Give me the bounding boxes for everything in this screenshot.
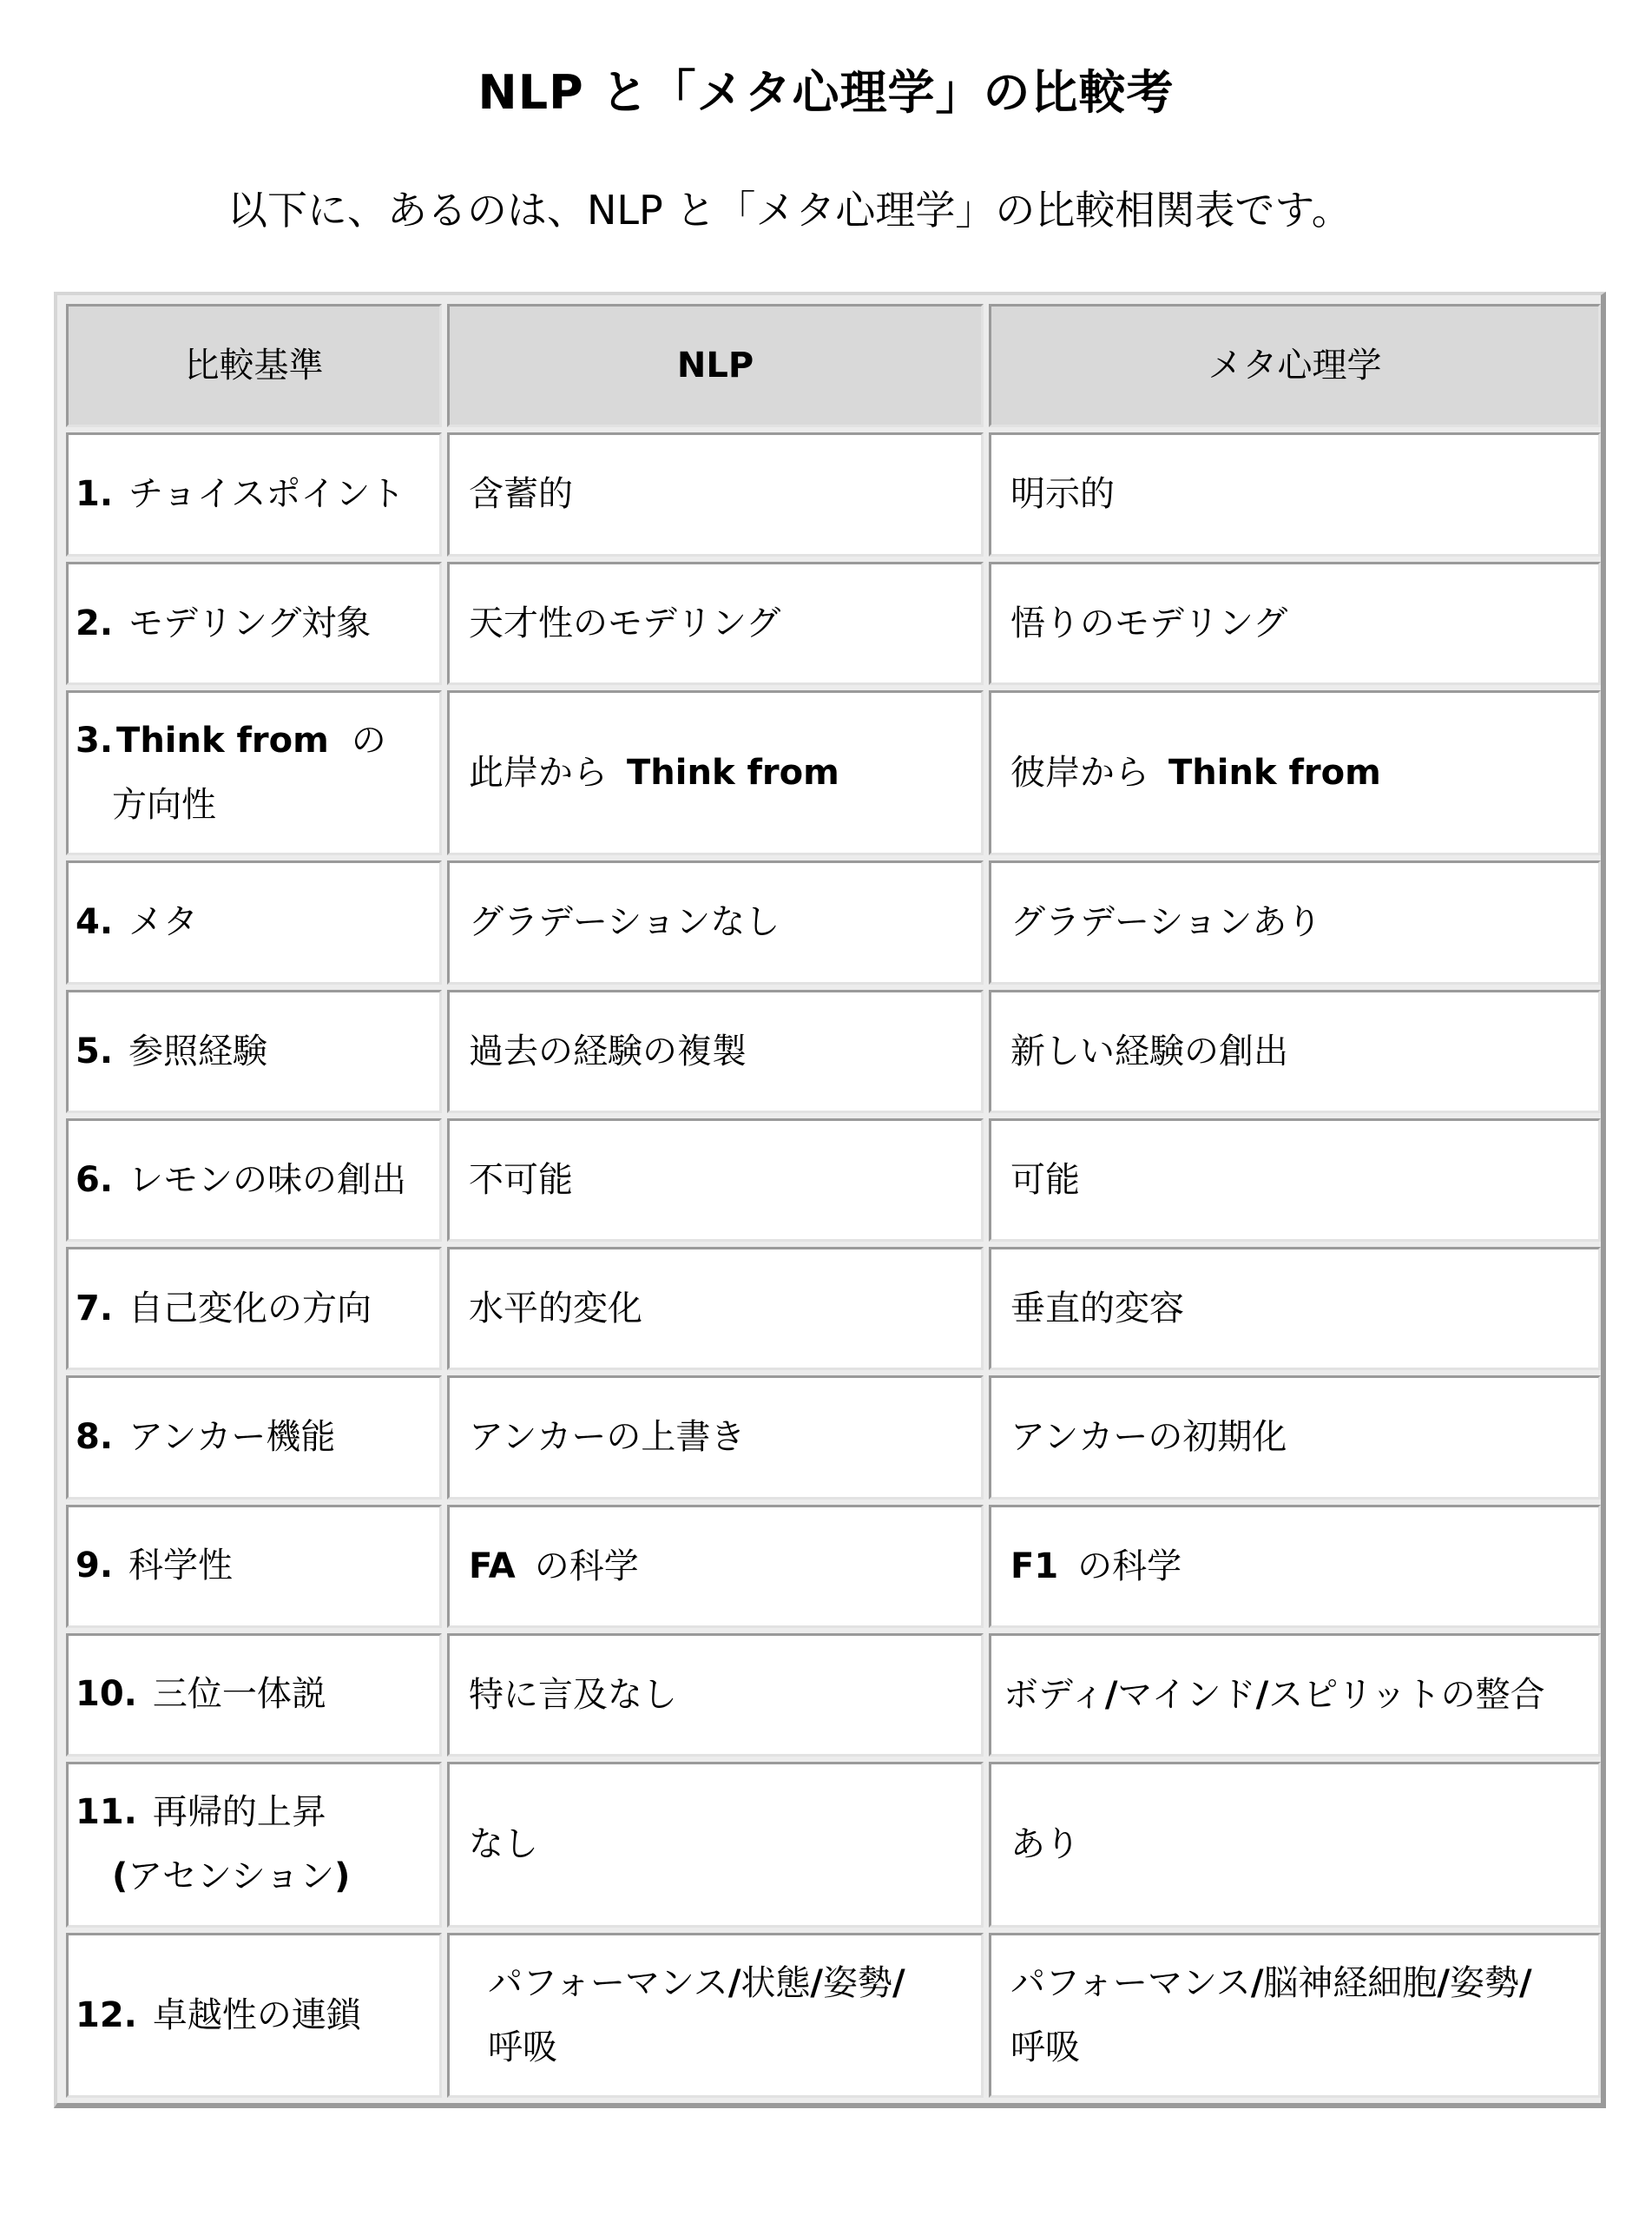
nlp-cell: 天才性のモデリング	[447, 562, 984, 685]
criterion-cell	[66, 1247, 442, 1370]
criterion-cell	[66, 432, 442, 556]
meta-line2: 呼吸	[1010, 2027, 1080, 2067]
table-row	[66, 1118, 1601, 1242]
nlp-bold: FA	[469, 1546, 516, 1586]
nlp-line2: 呼吸	[488, 2027, 557, 2067]
criterion-label-line2: 方向性	[112, 785, 216, 826]
meta-cell: 悟りのモデリング	[989, 562, 1601, 685]
meta-cell: 垂直的変容	[989, 1247, 1601, 1370]
nlp-cell: アンカーの上書き	[447, 1375, 984, 1499]
row-number: 10.	[76, 1673, 137, 1714]
meta-part: スピリットの整合	[1268, 1675, 1545, 1716]
criterion-label-line2: アセンション	[128, 1856, 335, 1897]
meta-prefix: 彼岸から	[1010, 753, 1149, 794]
criterion-cell	[66, 860, 442, 984]
criterion-cell	[66, 690, 442, 855]
paren-close: )	[334, 1856, 351, 1897]
criterion-label: 自己変化の方向	[128, 1289, 372, 1329]
slash: /	[1255, 1675, 1269, 1716]
criterion-cell	[66, 1933, 442, 2098]
nlp-cell: 特に言及なし	[447, 1633, 984, 1757]
table-row	[66, 1505, 1601, 1628]
criterion-cell	[66, 1633, 442, 1757]
row-number: 8.	[76, 1417, 114, 1458]
meta-part: マインド	[1117, 1675, 1256, 1716]
nlp-part: 姿勢	[823, 1962, 893, 2003]
criterion-cell	[66, 1762, 442, 1927]
slash: /	[1250, 1962, 1264, 2003]
row-number: 4.	[76, 902, 114, 943]
nlp-cell: 水平的変化	[447, 1247, 984, 1370]
nlp-cell	[447, 1933, 984, 2098]
slash: /	[1437, 1962, 1451, 2003]
table-row	[66, 990, 1601, 1113]
meta-bold: F1	[1010, 1546, 1059, 1586]
table-row	[66, 1633, 1601, 1757]
nlp-bold: Think from	[627, 753, 839, 794]
criterion-label: 科学性	[128, 1545, 234, 1585]
row-number: 5.	[76, 1031, 114, 1071]
criterion-label: の	[351, 721, 386, 761]
criterion-bold: Think from	[116, 721, 329, 761]
meta-part: ボディ	[1004, 1675, 1105, 1716]
table-row	[66, 1933, 1601, 2098]
criterion-cell	[66, 1505, 442, 1628]
nlp-prefix: 此岸から	[469, 753, 608, 794]
nlp-part: 状態	[740, 1962, 811, 2003]
row-number: 1.	[76, 474, 114, 515]
criterion-cell	[66, 1118, 442, 1242]
table-row	[66, 860, 1601, 984]
criterion-label: レモンの味の創出	[128, 1159, 407, 1200]
meta-bold: Think from	[1168, 753, 1381, 794]
slash: /	[727, 1962, 741, 2003]
row-number: 6.	[76, 1159, 114, 1200]
meta-rest: の科学	[1077, 1546, 1182, 1586]
nlp-cell	[447, 1505, 984, 1628]
row-number: 12.	[76, 1994, 137, 2035]
table-row	[66, 690, 1601, 855]
table-row	[66, 562, 1601, 685]
criterion-cell	[66, 990, 442, 1113]
slash: /	[892, 1962, 905, 2003]
meta-cell: アンカーの初期化	[989, 1375, 1601, 1499]
meta-cell: 明示的	[989, 432, 1601, 556]
nlp-cell	[447, 690, 984, 855]
header-nlp: NLP	[447, 304, 984, 427]
criterion-label: 参照経験	[128, 1031, 268, 1071]
nlp-part: パフォーマンス	[488, 1962, 728, 2003]
meta-cell	[989, 1505, 1601, 1628]
criterion-label: メタ	[128, 902, 199, 943]
page-title: NLP と「メタ心理学」の比較考	[477, 65, 1175, 120]
meta-cell	[989, 690, 1601, 855]
comparison-table-frame	[54, 292, 1606, 2108]
table-row	[66, 1375, 1601, 1499]
criterion-label: 卓越性の連鎖	[152, 1994, 361, 2035]
paren-open: (	[112, 1856, 128, 1897]
meta-cell	[989, 1933, 1601, 2098]
criterion-cell	[66, 1375, 442, 1499]
table-header-row	[66, 304, 1601, 427]
table-row	[66, 1762, 1601, 1927]
meta-part: 姿勢	[1450, 1962, 1520, 2003]
meta-cell: グラデーションあり	[989, 860, 1601, 984]
row-number: 9.	[76, 1545, 114, 1585]
header-meta-psychology: メタ心理学	[989, 304, 1601, 427]
table-row	[66, 1247, 1601, 1370]
meta-cell: 新しい経験の創出	[989, 990, 1601, 1113]
slash: /	[1519, 1962, 1532, 2003]
nlp-rest: の科学	[534, 1546, 639, 1586]
row-number: 11.	[76, 1792, 137, 1833]
intro-text: 以下に、あるのは、NLP と「メタ心理学」の比較相関表です。	[227, 187, 1352, 234]
meta-cell: 可能	[989, 1118, 1601, 1242]
meta-cell	[989, 1633, 1601, 1757]
criterion-label: モデリング対象	[128, 603, 372, 643]
nlp-cell: 含蓄的	[447, 432, 984, 556]
criterion-cell	[66, 562, 442, 685]
row-number: 2.	[76, 603, 114, 643]
criterion-label: チョイスポイント	[128, 474, 405, 515]
slash: /	[1104, 1675, 1118, 1716]
nlp-cell: 過去の経験の複製	[447, 990, 984, 1113]
meta-part: 脳神経細胞	[1263, 1962, 1438, 2003]
slash: /	[810, 1962, 824, 2003]
nlp-cell: グラデーションなし	[447, 860, 984, 984]
nlp-cell: なし	[447, 1762, 984, 1927]
comparison-table	[61, 299, 1606, 2103]
nlp-cell: 不可能	[447, 1118, 984, 1242]
meta-cell: あり	[989, 1762, 1601, 1927]
meta-part: パフォーマンス	[1010, 1962, 1251, 2003]
header-criteria: 比較基準	[66, 304, 442, 427]
criterion-label: 再帰的上昇	[152, 1792, 326, 1833]
row-number: 7.	[76, 1289, 114, 1329]
row-number: 3.	[76, 721, 114, 761]
criterion-label: 三位一体説	[152, 1673, 326, 1714]
table-row	[66, 432, 1601, 556]
criterion-label: アンカー機能	[128, 1417, 336, 1458]
